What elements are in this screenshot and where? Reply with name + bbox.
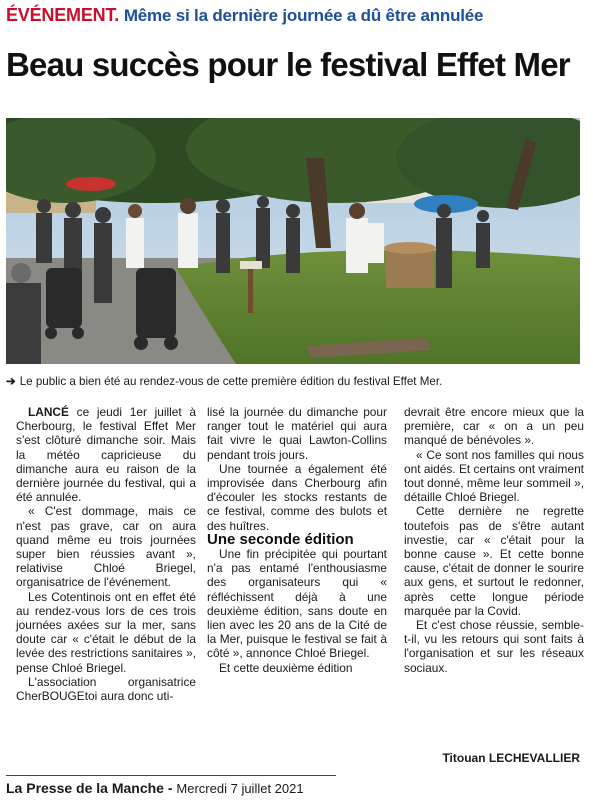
article-photo [6,118,580,364]
paragraph: « Ce sont nos familles qui nous ont aidés. Et certains ont vraiment tout donné, même leur sommeil », détaille Chloé Briegel. [404,447,584,505]
paragraph: Une fin précipitée qui pourtant n'a pas entamé l'enthousiasme des organisateurs qui « réfléchissent déjà à une deuxième édition, sans doute en lien avec les 20 ans de la Cité de la Mer, puisque le festival se fait à côté », annonce Chloé Briegel. [207,547,387,661]
footer-divider [6,775,336,776]
caption-text: Le public a bien été au rendez-vous de cette première édition du festival Effet Mer. [19,375,443,388]
article-column-1 [16,405,196,703]
paragraph: devrait être encore mieux que la première, car « on a un peu manqué de bénévoles ». [404,405,584,448]
paragraph: Les Cotentinois ont en effet été au rendez-vous lors de ces trois journées axées sur la mer, sans doute car « c'était le début de la levée des restrictions sanitaires », pense Chloé Briegel. [16,589,196,675]
paragraph: Et cette deuxième édition [219,660,353,675]
headline: Beau succès pour le festival Effet Mer [6,46,570,83]
paragraph: Et c'est chose réussie, semble-t-il, vu les retours qui sont faits à l'organisation et sur les réseaux sociaux. [404,618,584,675]
paragraph: lisé la journée du dimanche pour ranger tout le matériel qui aura fait vivre le quai Lawton-Collins pendant trois jours. [207,405,387,462]
publication-date: Mercredi 7 juillet 2021 [176,781,304,796]
footer [6,780,304,796]
photo-caption [6,374,586,388]
paragraph: L'association organisatrice CherBOUGEtoi aura donc uti- [16,674,196,704]
subheading: Une seconde édition [207,530,354,548]
arrow-icon: ➔ [6,375,16,388]
section-tag: ÉVÉNEMENT. [6,5,120,25]
paragraph [16,405,196,504]
kicker-subtitle: Même si la dernière journée a dû être annulée [123,6,484,25]
lead-word: LANCÉ [28,405,69,419]
byline: Titouan LECHEVALLIER [442,751,580,765]
article-column-3 [404,405,584,675]
paragraph: « C'est dommage, mais ce n'est pas grave, car on aura quand même eu trois journées super bien réussies avant », relativise Chloé Briegel, organisatrice de l'événement. [16,504,196,590]
paragraph: Cette dernière ne regrette toutefois pas de s'être autant investie, car « c'était pour la bonne cause ». Et cette bonne cause, c'était de donner le sourire aux gens, et surtout le redonner, après cette longue période marquée par la Covid. [404,504,584,618]
kicker [6,5,591,26]
publication-name: La Presse de la Manche - [6,780,173,796]
paragraph-text: ce jeudi 1er juillet à Cherbourg, le festival Effet Mer s'est clôturé dimanche soir. Mais la météo capricieuse du dimanche aura eu raison de la dernière journée du festival, qui a été annulée. [16,405,196,505]
paragraph: Une tournée a également été improvisée dans Cherbourg afin d'écouler les stocks restants de ce festival, comme des bulots et des huîtres. [207,461,387,533]
article-column-2 [207,405,387,675]
